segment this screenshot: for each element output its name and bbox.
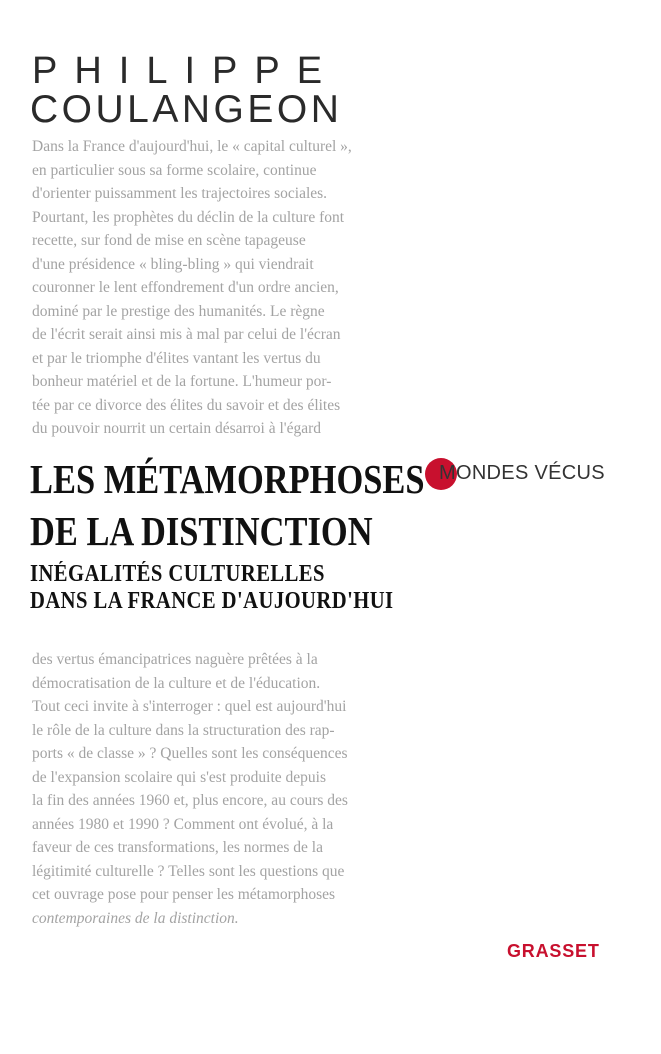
blurb-line: faveur de ces transformations, les normes de la [32, 839, 323, 856]
blurb-line: de l'écrit serait ainsi mis à mal par celui de l'écran [32, 326, 341, 343]
author-last-name: COULANGEON [30, 88, 343, 131]
blurb-line: des vertus émancipatrices naguère prêtées à la [32, 651, 318, 668]
blurb-line: du pouvoir nourrit un certain désarroi à l'égard [32, 420, 322, 437]
blurb-line: légitimité culturelle ? Telles sont les questions que [32, 862, 345, 880]
publisher-logo: GRASSET [507, 941, 600, 961]
blurb-line: bonheur matériel et de la fortune. L'humeur por- [32, 373, 332, 390]
blurb-line: le rôle de la culture dans la structuration des rap- [32, 721, 335, 739]
blurb-line: années 1980 et 1990 ? Comment ont évolué, à la [32, 815, 334, 833]
blurb-line: couronner le lent effondrement d'un ordre ancien, [32, 279, 339, 296]
series-label: MONDES VÉCUS [439, 462, 605, 484]
blurb-line: en particulier sous sa forme scolaire, continue [32, 161, 317, 179]
blurb-top [32, 135, 420, 441]
blurb-line: d'une présidence « bling-bling » qui viendrait [32, 255, 314, 273]
series-badge [425, 458, 655, 490]
blurb-line: Tout ceci invite à s'interroger : quel est aujourd'hui [32, 698, 347, 715]
book-title-line: DE LA DISTINCTION [30, 508, 373, 554]
blurb-line: démocratisation de la culture et de l'éducation. [32, 674, 321, 692]
blurb-line: dominé par le prestige des humanités. Le règne [32, 302, 325, 320]
book-title-line: LES MÉTAMORPHOSES [30, 456, 425, 502]
blurb-line: tée par ce divorce des élites du savoir et des élites [32, 396, 341, 414]
blurb-line: de l'expansion scolaire qui s'est produite depuis [32, 768, 326, 786]
book-subtitle-line: INÉGALITÉS CULTURELLES [30, 561, 325, 587]
blurb-line: contemporaines de la distinction. [32, 909, 239, 927]
blurb-line: la fin des années 1960 et, plus encore, au cours des [32, 792, 348, 809]
blurb-line: d'orienter puissamment les trajectoires sociales. [32, 185, 328, 202]
blurb-bottom [32, 648, 420, 930]
author-first-name: PHILIPPE [32, 50, 340, 92]
blurb-line: ports « de classe » ? Quelles sont les conséquences [32, 745, 348, 762]
book-title-block [30, 453, 430, 615]
blurb-line: Dans la France d'aujourd'hui, le « capital culturel », [32, 138, 352, 155]
blurb-line: Pourtant, les prophètes du déclin de la culture font [32, 208, 345, 226]
blurb-line: et par le triomphe d'élites vantant les vertus du [32, 349, 321, 367]
blurb-line: recette, sur fond de mise en scène tapageuse [32, 232, 306, 249]
blurb-line: cet ouvrage pose pour penser les métamorphoses [32, 886, 336, 903]
book-subtitle-line: DANS LA FRANCE D'AUJOURD'HUI [30, 588, 394, 614]
